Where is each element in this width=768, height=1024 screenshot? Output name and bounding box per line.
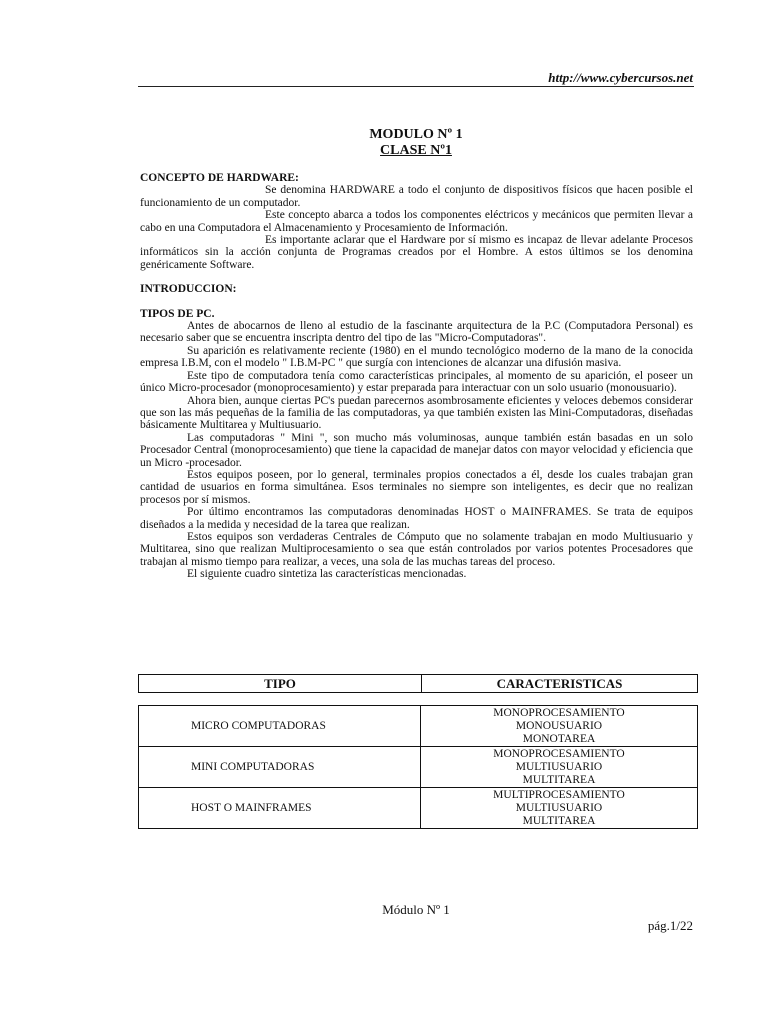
tipos-paragraph-9: El siguiente cuadro sintetiza las características mencionadas. — [187, 568, 467, 581]
header-tipo: TIPO — [139, 675, 422, 693]
tipos-paragraph-4: Ahora bien, aunque ciertas PC's puedan parecernos asombrosamente eficientes y veloces debemos considerar que son las más pequeñas de la familia de las computadoras, ya que también existen las Mini-Computadoras, diseñadas básicamente Multitarea y Multiusuario. — [140, 394, 693, 432]
header-url[interactable]: http://www.cybercursos.net — [548, 70, 693, 85]
module-title: MODULO Nº 1 — [369, 127, 463, 142]
car-item: MULTITAREA — [522, 814, 596, 827]
row-caracteristicas — [421, 706, 698, 747]
footer-page-number: pág.1/22 — [647, 918, 693, 933]
hardware-heading: CONCEPTO DE HARDWARE: — [140, 172, 299, 184]
table-row — [139, 788, 698, 829]
row-tipo: MINI COMPUTADORAS — [139, 747, 421, 788]
types-table — [138, 705, 698, 829]
hardware-paragraph-3: Es importante aclarar que el Hardware por sí mismo es incapaz de llevar adelante Procesos informáticos sin la acción conjunta de Programas creados por el Hombre. A estos últimos se los denomina genéricamente Software. — [140, 234, 693, 271]
tipos-paragraph-5: Las computadoras " Mini ", son mucho más voluminosas, aunque también están basadas en un solo Procesador Central (monoprocesamiento) que tiene la capacidad de manejar datos con mayor velocidad y eficiencia que un Micro -procesador. — [140, 431, 693, 469]
hardware-paragraph-2: Este concepto abarca a todos los componentes eléctricos y mecánicos que permiten llevar a cabo en una Computadora el Almacenamiento y Procesamiento de Información. — [140, 209, 693, 234]
table-header — [138, 674, 698, 693]
car-item: MONOUSUARIO — [515, 719, 603, 732]
header-rule — [138, 86, 694, 87]
table-row — [139, 747, 698, 788]
tipos-paragraph-6: Estos equipos poseen, por lo general, terminales propios conectados a él, desde los cuales trabajan gran cantidad de usuarios en forma simultánea. Esos terminales no siempre son inteligentes, es decir que no realizan procesos por sí mismos. — [140, 468, 693, 506]
hardware-paragraph-1: Se denomina HARDWARE a todo el conjunto de dispositivos físicos que hacen posible el funcionamiento de un computador. — [140, 184, 693, 209]
car-item: MULTITAREA — [522, 773, 596, 786]
row-caracteristicas — [421, 747, 698, 788]
footer-module: Módulo Nº 1 — [382, 902, 450, 917]
header-caracteristicas: CARACTERISTICAS — [422, 675, 698, 693]
car-item: MULTIPROCESAMIENTO — [493, 788, 625, 801]
tipos-heading: TIPOS DE PC. — [140, 307, 215, 320]
tipos-paragraph-3: Este tipo de computadora tenía como características principales, al momento de su aparición, el poseer un único Micro-procesador (monoprocesamiento) y estar preparada para interactuar con un solo usuario (monousuario). — [140, 369, 693, 395]
document-body — [140, 172, 693, 581]
car-item: MONOTAREA — [522, 732, 596, 745]
tipos-paragraph-1: Antes de abocarnos de lleno al estudio de la fascinante arquitectura de la P.C (Computadora Personal) es necesario saber que se encuentra inscripta dentro del tipo de las "Micro-Computadoras". — [140, 320, 693, 345]
tipos-paragraph-8: Estos equipos son verdaderas Centrales de Cómputo que no solamente trabajan en modo Multiusuario y Multitarea, sino que realizan Multiprocesamiento o sea que están controlados por varios potentes Procesadores que trabajan al mismo tiempo para realizar, a veces, una sola de las muchas tareas del proceso. — [140, 530, 693, 568]
car-item: MULTIUSUARIO — [515, 760, 603, 773]
row-tipo: MICRO COMPUTADORAS — [139, 706, 421, 747]
car-item: MONOPROCESAMIENTO — [493, 706, 625, 719]
tipos-paragraph-7: Por último encontramos las computadoras denominadas HOST o MAINFRAMES. Se trata de equipos diseñados a la medida y necesidad de la tarea que realizan. — [140, 506, 693, 531]
class-title: CLASE Nº1 — [380, 143, 452, 158]
table-row — [139, 706, 698, 747]
intro-heading: INTRODUCCION: — [140, 283, 237, 296]
tipos-paragraph-2: Su aparición es relativamente reciente (1980) en el mundo tecnológico moderno de la mano de la conocida empresa I.B.M, con el modelo " I.B.M-PC " que surgía con intenciones de alcanzar una difusión masiva. — [140, 344, 693, 370]
car-item: MONOPROCESAMIENTO — [493, 747, 625, 760]
row-caracteristicas — [421, 788, 698, 829]
car-item: MULTIUSUARIO — [515, 801, 603, 814]
row-tipo: HOST O MAINFRAMES — [139, 788, 421, 829]
